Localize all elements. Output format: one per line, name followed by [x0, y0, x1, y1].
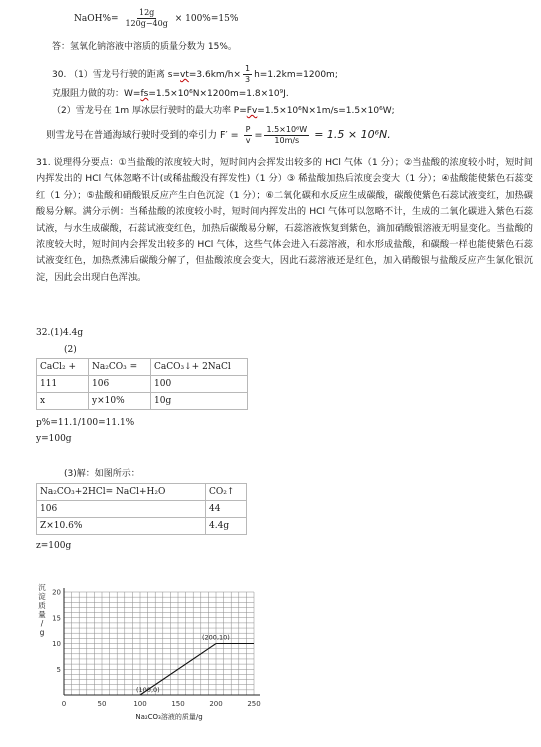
q30-line1-mid: =3.6km/h× — [188, 70, 241, 80]
table-cell: 106 — [89, 376, 151, 393]
table-cell: Z×10.6% — [37, 518, 206, 535]
reaction-table-2 — [36, 483, 247, 535]
table-row — [37, 501, 247, 518]
table-cell: y×10% — [89, 393, 151, 410]
y-axis-label-char: / — [40, 619, 44, 628]
q30-line-2 — [52, 89, 289, 100]
formula-rhs: × 100%=15% — [174, 14, 239, 24]
table-row — [37, 359, 248, 376]
q31-paragraph: 31. 说理得分要点：①当盐酸的浓度较大时，短时间内会挥发出较多的 HCl 气体（1 分）；②当盐酸的浓度较小时，短时间内挥发出的 HCl 气体忽略不计(或稀盐酸没有挥发性)（1 分）③ 稀盐酸加热后浓度会变大（1 分）；④盐酸能使紫色石蕊变红（1 分）；⑤盐酸和硝酸银反应产生白色沉淀（1 分）；⑥二氧化碳和水反应生成碳酸，碳酸使紫色石蕊试液变红，加热碳酸易分解。满分示例：当稀盐酸的浓度较小时，短时间内挥发出的 HCl 气体可以忽略不计，生成的二氧化碳进入紫色石蕊试液，与水生成碳酸，石蕊试液变红色，加热后碳酸易分解，石蕊溶液恢复到紫色，滴加硝酸银溶液无明显变化。当盐酸的浓度较大时，短时间内会挥发出较多的 HCl 气体，这些气体会进入石蕊溶液，和水形成盐酸，和碳酸一样也能使紫色石蕊试液变红色，加热煮沸后碳酸分解了，但盐酸浓度会变大，因此石蕊溶液还是红色，加入硝酸银与盐酸反应产生氯化银沉淀，因此会出现白色浑浊。 — [36, 157, 533, 283]
formula-fraction — [123, 8, 169, 29]
table-cell: 44 — [206, 501, 247, 518]
x-axis-label: Na₂CO₃溶液的质量/g — [135, 713, 203, 721]
q30-frac-num: 1 — [244, 64, 251, 73]
y-tick-label: 20 — [52, 588, 61, 597]
y-tick-label: 5 — [56, 665, 61, 674]
point-annotation: (100,0) — [136, 686, 160, 694]
table-row — [37, 484, 247, 501]
q30-line-4: 则雪龙号在普通海域行驶时受到的牵引力 F′ = $\frac{P}{v}$ = $\frac{\text{1.5×10⁶W}}{10m/s}$ = 1.5 × 10⁶N. — [46, 125, 391, 145]
q30-line3-suffix: =1.5×10⁶N×1m/s=1.5×10⁶W; — [257, 106, 395, 116]
table-cell: 10g — [151, 393, 248, 410]
x-tick-label: 150 — [171, 700, 185, 708]
y-axis-label-char: 沉 — [38, 583, 46, 592]
formula-lhs: NaOH%= — [74, 14, 119, 24]
x-tick-label: 50 — [97, 700, 107, 708]
table-cell: 4.4g — [206, 518, 247, 535]
q32-z-result: z=100g — [36, 541, 72, 551]
q32-percentage: p%=11.1/100=11.1% — [36, 418, 135, 428]
table-cell: Na₂CO₃+2HCl= NaCl+H₂O — [37, 484, 206, 501]
q30-line1-prefix: 30. （1）雪龙号行驶的距离 s= — [52, 70, 180, 80]
q30-line2-prefix: 克服阻力做的功：W= — [52, 89, 141, 99]
q30-line4-prefix: 则雪龙号在普通海域行驶时受到的牵引力 F′ = — [46, 130, 239, 141]
y-tick-label: 15 — [52, 614, 61, 623]
y-tick-label: 10 — [52, 640, 61, 648]
x-tick-label: 200 — [209, 700, 223, 708]
table-cell: 100 — [151, 376, 248, 393]
fraction-denominator: 120g−40g — [125, 19, 168, 28]
q30-line1-suffix: h=1.2km=1200m; — [254, 70, 338, 80]
q30-line3-fv: Fv — [246, 106, 258, 116]
table-row — [37, 393, 248, 410]
table-cell: CaCl₂ + — [37, 359, 89, 376]
y-axis-label-char: 质 — [38, 601, 46, 610]
fraction-numerator: 12g — [138, 8, 155, 17]
y-axis-label-char: g — [39, 628, 45, 637]
precipitate-chart — [36, 582, 286, 722]
q32-part2-label: (2) — [64, 345, 77, 355]
q30-line2-suffix: =1.5×10⁶N×1200m=1.8×10⁹J. — [148, 89, 289, 99]
x-tick-label: 0 — [61, 700, 67, 708]
q30-fraction — [243, 64, 252, 85]
table-cell: 106 — [37, 501, 206, 518]
x-tick-label: 250 — [247, 700, 261, 708]
q30-line4-frac1-den: v — [245, 136, 251, 145]
table-cell: Na₂CO₃ = — [89, 359, 151, 376]
q29-answer: 答：氢氧化钠溶液中溶质的质量分数为 15%。 — [52, 42, 237, 52]
q30-line4-frac2-den: 10m/s — [274, 136, 300, 145]
q32-part3-label: (3)解：如图所示： — [64, 469, 140, 479]
y-axis-label-char: 量 — [38, 610, 46, 619]
q30-line4-result: = 1.5 × 10⁶N. — [314, 128, 391, 141]
q32-part1: 32.(1)4.4g — [36, 328, 84, 338]
table-cell: CaCO₃↓+ 2NaCl — [151, 359, 248, 376]
q30-line4-frac2-num: 1.5×10⁶W — [266, 125, 308, 134]
q30-line1-vt: vt — [180, 70, 189, 80]
table-cell: 111 — [37, 376, 89, 393]
q30-line-3 — [52, 106, 395, 117]
q30-line-1 — [52, 64, 338, 85]
q30-line4-frac1 — [244, 125, 253, 146]
table-cell: CO₂↑ — [206, 484, 247, 501]
chart-axes — [64, 588, 260, 695]
q30-line3-prefix: （2）雪龙号在 1m 厚冰层行驶时的最大功率 P= — [52, 106, 247, 116]
table-cell: x — [37, 393, 89, 410]
q30-line4-frac1-num: P — [245, 125, 251, 134]
y-axis-label-char: 淀 — [38, 592, 46, 601]
q30-line4-frac2 — [264, 125, 309, 146]
table-row — [37, 376, 248, 393]
q32-y-result: y=100g — [36, 434, 72, 444]
x-tick-label: 100 — [133, 700, 147, 708]
q29-formula — [74, 8, 238, 29]
q30-line2-fs: fs — [140, 89, 149, 99]
reaction-table-1 — [36, 358, 248, 410]
table-row — [37, 518, 247, 535]
point-annotation: (200,10) — [202, 633, 230, 642]
q30-frac-den: 3 — [244, 75, 251, 84]
